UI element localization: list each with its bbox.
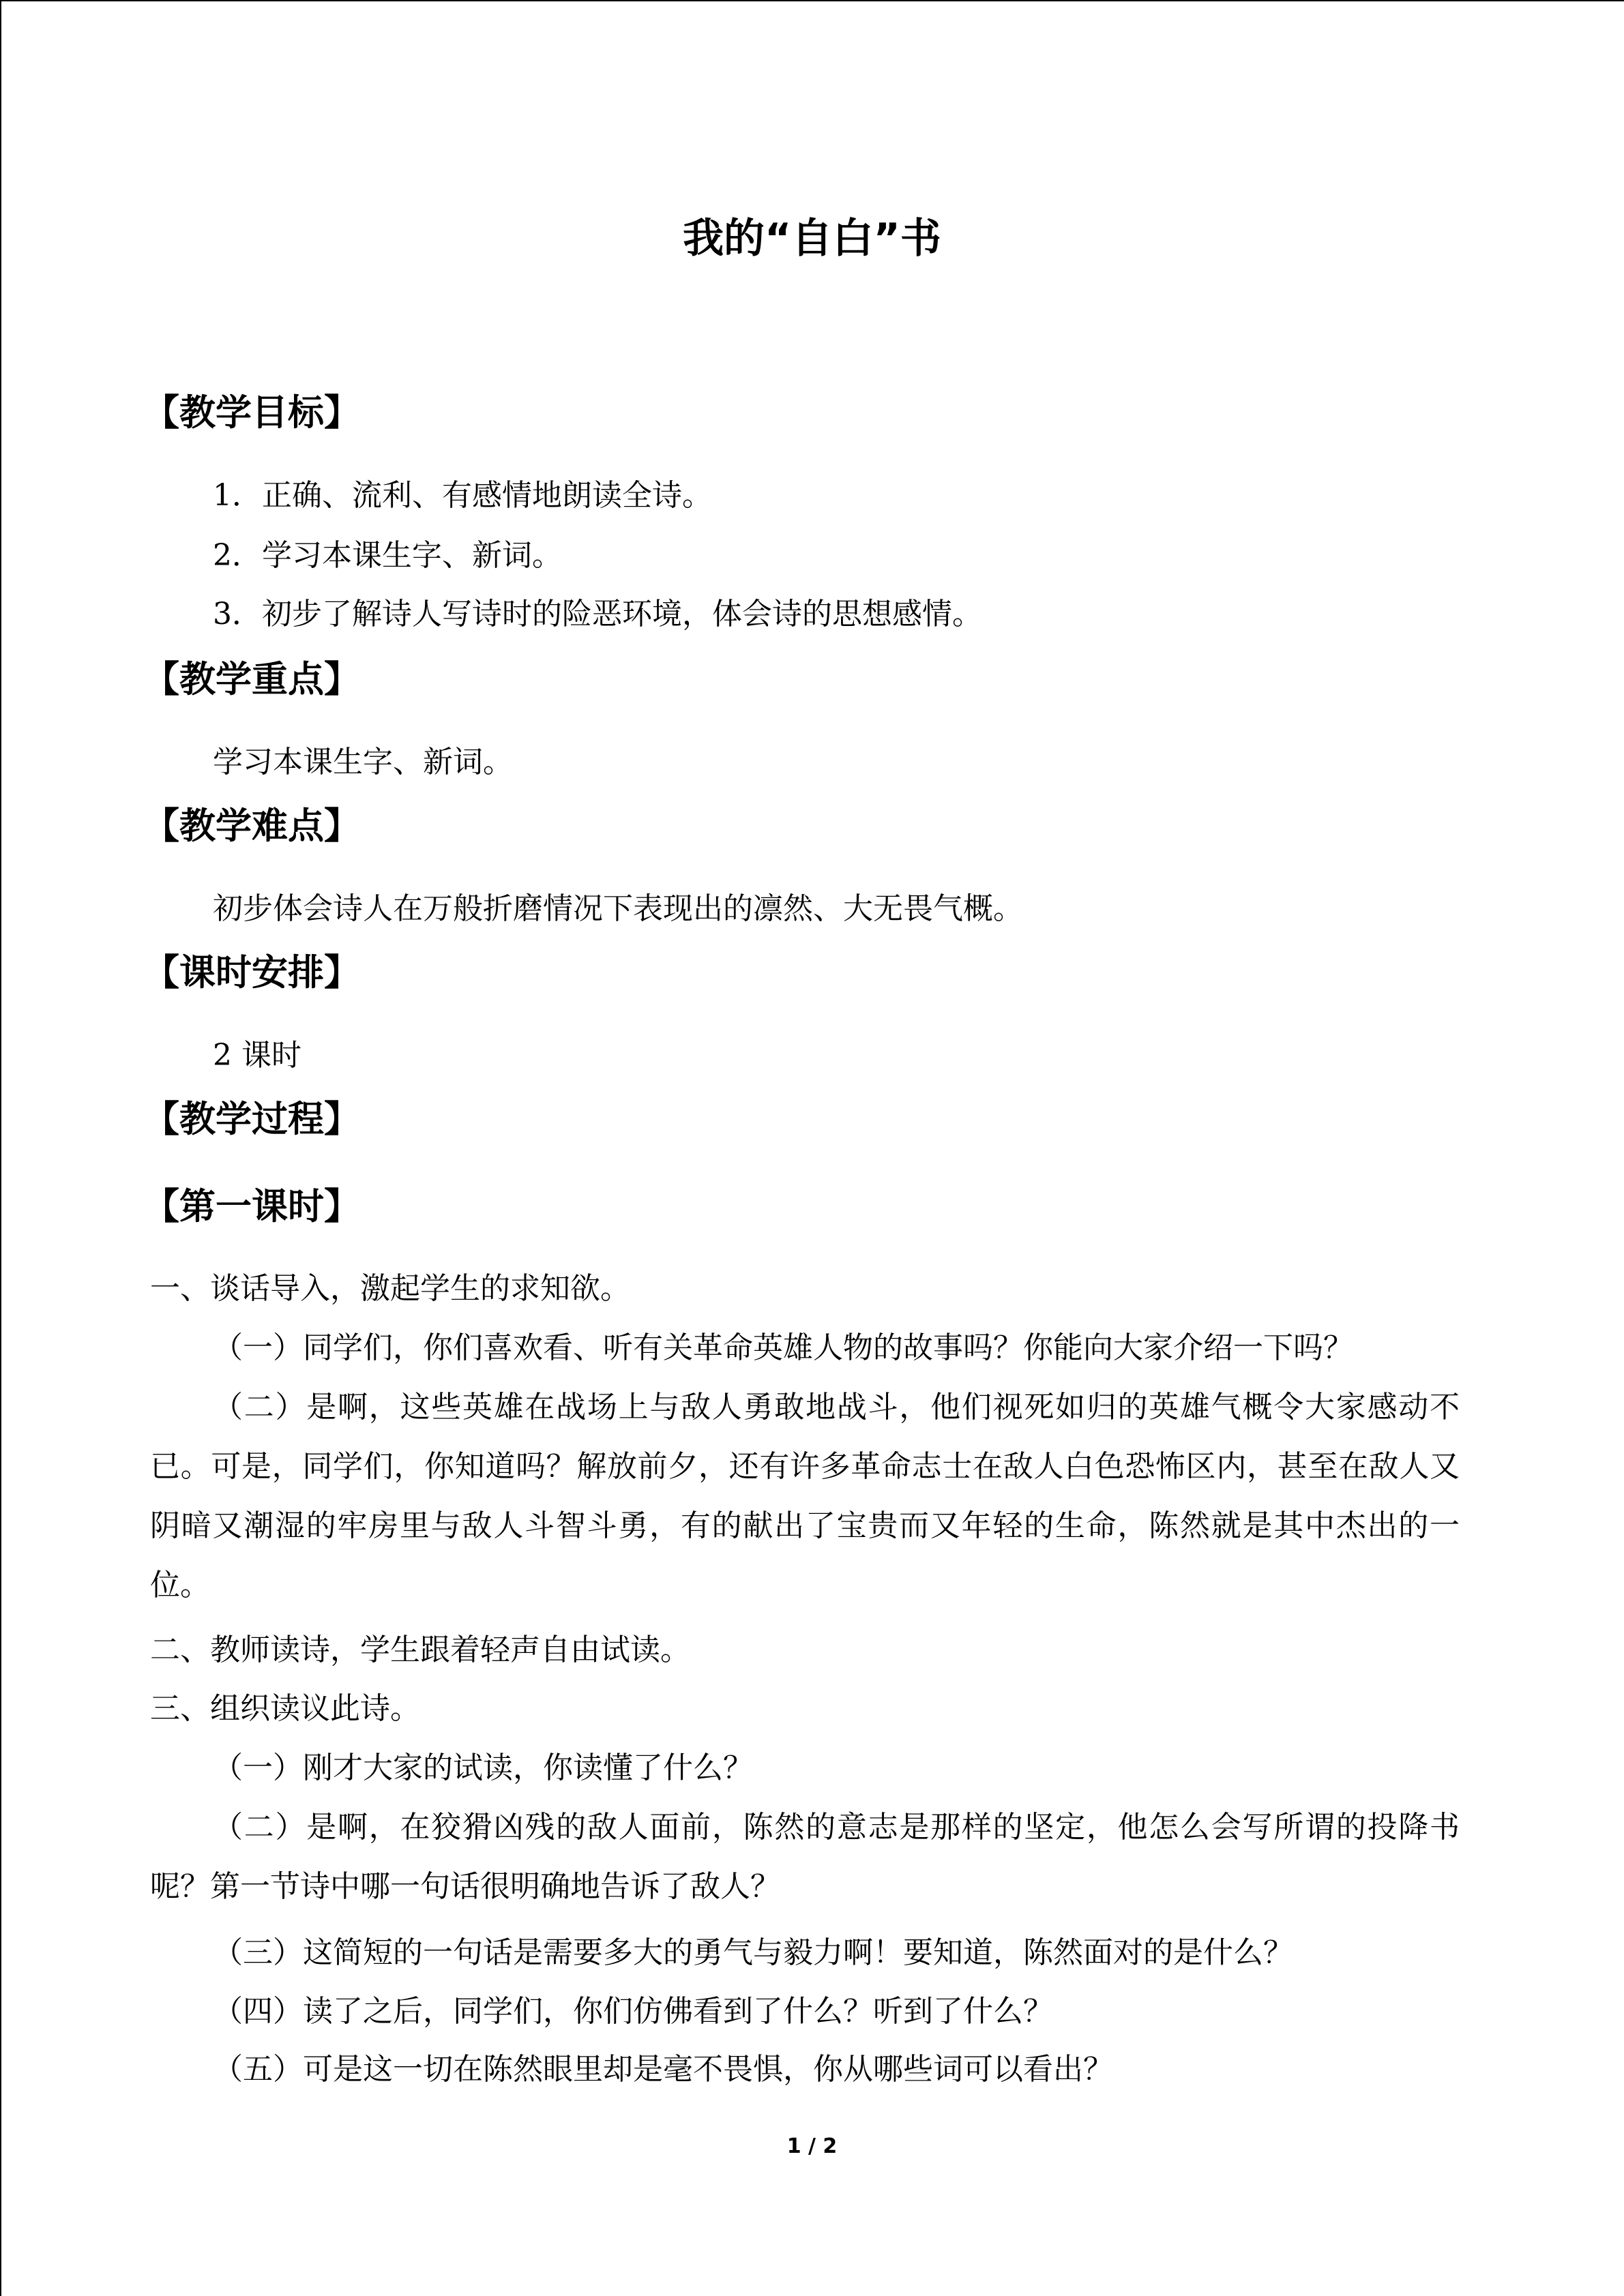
heading-teaching-goals: 【教学目标】 bbox=[143, 392, 360, 434]
step-3-b: （二）是啊，在狡猾凶残的敌人面前，陈然的意志是那样的坚定，他怎么会写所谓的投降书呢？第一节诗中哪一句话很明确地告诉了敌人？ bbox=[150, 1810, 1460, 1904]
step-3-c: （三）这简短的一句话是需要多大的勇气与毅力啊！要知道，陈然面对的是什么？ bbox=[213, 1935, 1293, 1970]
goal-item-2: 2．学习本课生字、新词。 bbox=[213, 538, 562, 573]
step-3-e: （五）可是这一切在陈然眼里却是毫不畏惧，你从哪些词可以看出？ bbox=[213, 2052, 1113, 2087]
step-2: 二、教师读诗，学生跟着轻声自由试读。 bbox=[150, 1632, 690, 1667]
step-3: 三、组织读议此诗。 bbox=[150, 1691, 420, 1726]
step-1: 一、谈话导入，激起学生的求知欲。 bbox=[150, 1271, 630, 1306]
heading-process: 【教学过程】 bbox=[143, 1099, 360, 1140]
step-1-a: （一）同学们，你们喜欢看、听有关革命英雄人物的故事吗？你能向大家介绍一下吗？ bbox=[213, 1330, 1353, 1365]
page-number: 1 / 2 bbox=[786, 2134, 838, 2158]
key-points-text: 学习本课生字、新词。 bbox=[213, 745, 513, 779]
heading-schedule: 【课时安排】 bbox=[143, 952, 360, 994]
goal-item-3: 3．初步了解诗人写诗时的险恶环境，体会诗的思想感情。 bbox=[213, 597, 982, 631]
step-3-a: （一）刚才大家的试读，你读懂了什么？ bbox=[213, 1750, 753, 1785]
document-title: 我的“自白”书 bbox=[683, 215, 941, 263]
heading-difficulties: 【教学难点】 bbox=[143, 805, 360, 847]
difficulties-text: 初步体会诗人在万般折磨情况下表现出的凛然、大无畏气概。 bbox=[213, 891, 1023, 926]
step-1-b: （二）是啊，这些英雄在战场上与敌人勇敢地战斗，他们视死如归的英雄气概令大家感动不已。可是，同学们，你知道吗？解放前夕，还有许多革命志士在敌人白色恐怖区内，甚至在敌人又阴暗又潮湿的牢房里与敌人斗智斗勇，有的献出了宝贵而又年轻的生命，陈然就是其中杰出的一位。 bbox=[150, 1390, 1460, 1602]
heading-key-points: 【教学重点】 bbox=[143, 659, 360, 700]
schedule-text: 2 课时 bbox=[213, 1038, 301, 1073]
step-3-d: （四）读了之后，同学们，你们仿佛看到了什么？听到了什么？ bbox=[213, 1994, 1053, 2029]
heading-lesson-1: 【第一课时】 bbox=[143, 1186, 360, 1227]
goal-item-1: 1．正确、流利、有感情地朗读全诗。 bbox=[213, 478, 712, 513]
